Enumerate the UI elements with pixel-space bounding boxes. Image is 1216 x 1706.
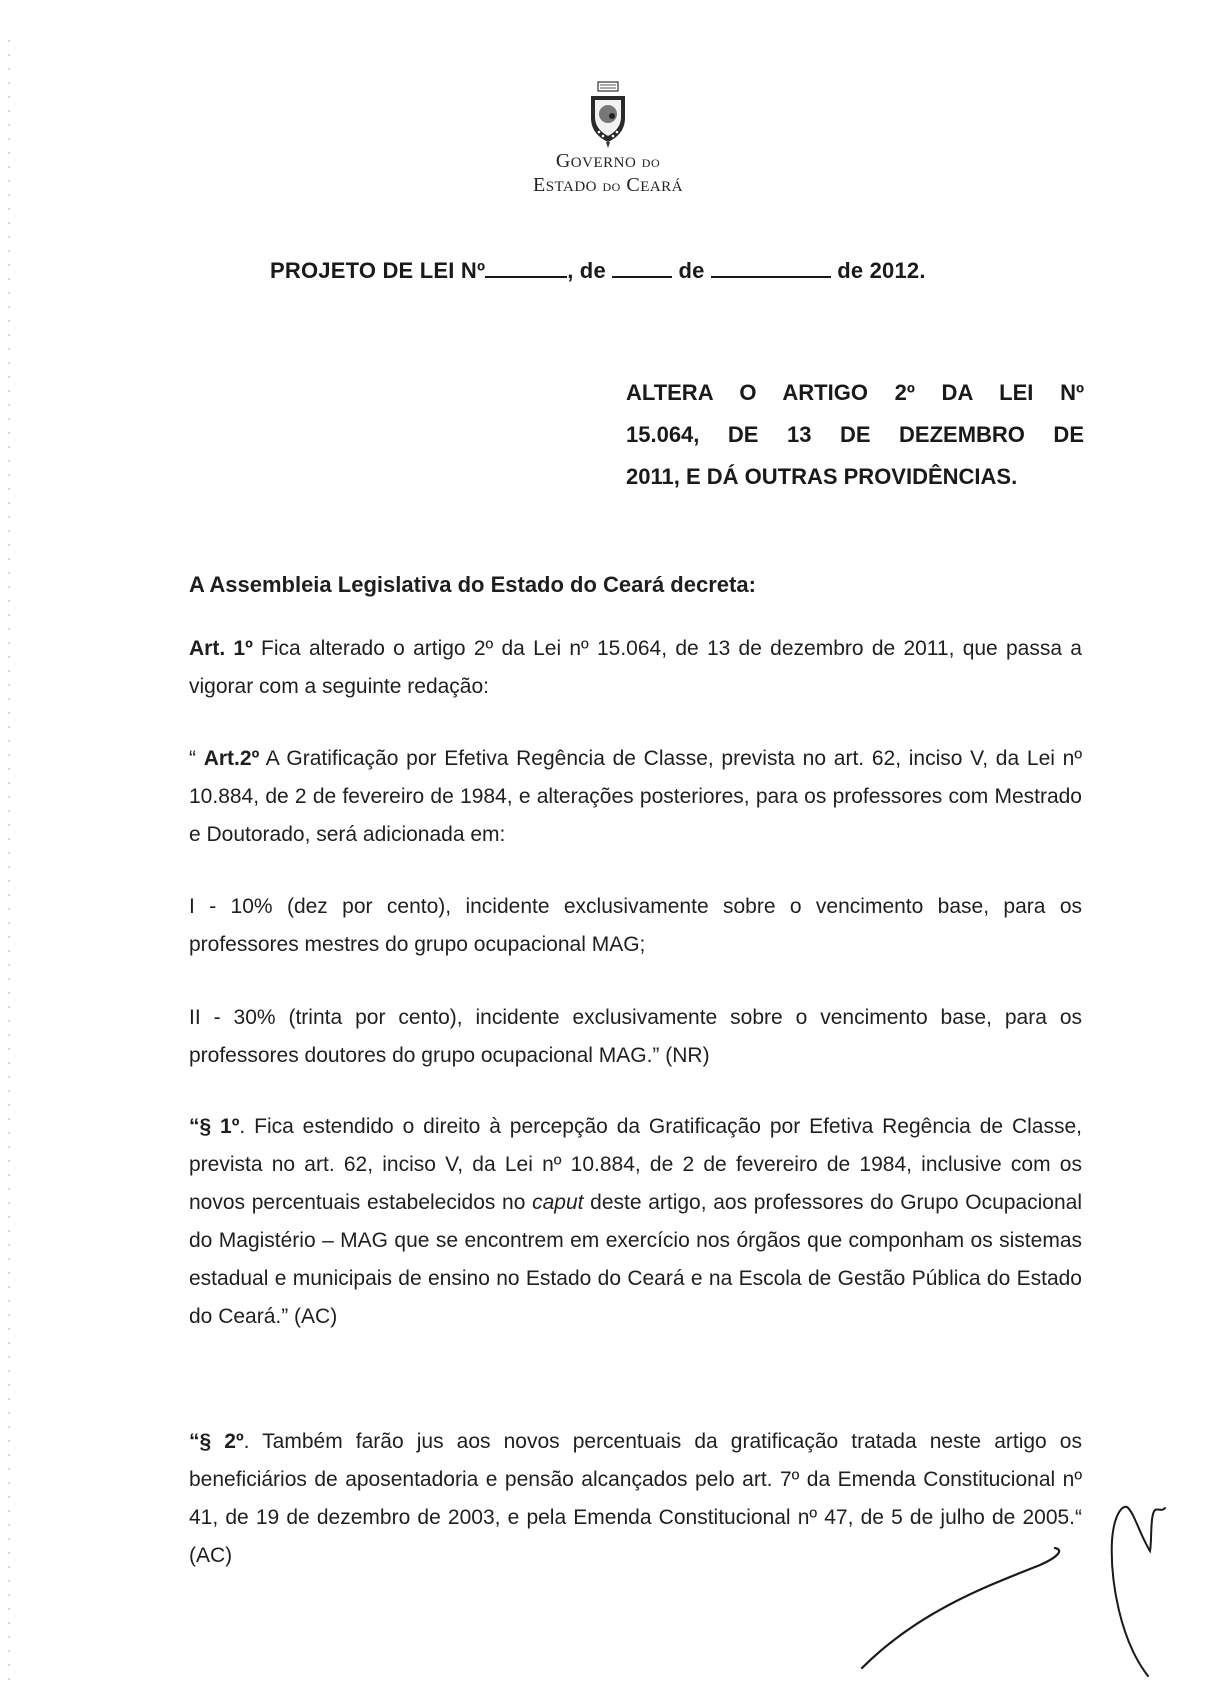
- article-2: [189, 740, 1082, 854]
- summary-line-1: ALTERA O ARTIGO 2º DA LEI Nº: [626, 380, 1084, 405]
- caput-term: caput: [532, 1191, 584, 1214]
- bill-summary: [626, 372, 1084, 498]
- scan-edge-marks: [8, 40, 10, 1680]
- enactment-clause: A Assembleia Legislativa do Estado do Ceará decreta:: [189, 572, 756, 597]
- month-blank: [711, 258, 831, 278]
- government-name-line1: GOVERNO DO: [555, 150, 661, 172]
- paragraph-2: [189, 1423, 1082, 1575]
- open-quote: “: [189, 747, 204, 770]
- article-1-label: Art. 1º: [189, 637, 253, 660]
- inciso-2-text: II - 30% (trinta por cento), incidente exclusivamente sobre o vencimento base, para os professores doutores do grupo ocupacional MAG.” (NR): [189, 1006, 1082, 1067]
- article-1-text: Fica alterado o artigo 2º da Lei nº 15.064, de 13 de dezembro de 2011, que passa a vigorar com a seguinte redação:: [189, 637, 1082, 698]
- paragraph-1: [189, 1108, 1082, 1336]
- handwritten-initials-icon: [1112, 1507, 1165, 1676]
- paragraph-2-label: “§ 2º: [189, 1430, 244, 1453]
- summary-line-2: 15.064, DE 13 DE DEZEMBRO DE: [626, 422, 1084, 447]
- paragraph-2-text: . Também farão jus aos novos percentuais da gratificação tratada neste artigo os beneficiários de aposentadoria e pensão alcançados pelo art. 7º da Emenda Constitucional nº 41, de 19 de dezembro de 2003, e pela Emenda Constitucional nº 47, de 5 de julho de 2005.“ (AC): [189, 1430, 1082, 1567]
- bill-number-blank: [485, 258, 567, 278]
- paragraph-1-label: “§ 1º: [189, 1115, 240, 1138]
- ceara-state-coat-of-arms-icon: [586, 80, 630, 150]
- inciso-1: [189, 888, 1082, 964]
- article-1: [189, 630, 1082, 706]
- day-blank: [612, 258, 672, 278]
- article-2-label: Art.2º: [203, 747, 260, 770]
- government-name-line2: ESTADO DO CEARÁ: [532, 174, 684, 196]
- inciso-1-text: I - 10% (dez por cento), incidente exclusivamente sobre o vencimento base, para os professores mestres do grupo ocupacional MAG;: [189, 895, 1082, 956]
- article-2-text: A Gratificação por Efetiva Regência de Classe, prevista no art. 62, inciso V, da Lei nº 10.884, de 2 de fevereiro de 1984, e alterações posteriores, para os professores com Mestrado e Doutorado, será adicionada em:: [189, 747, 1082, 846]
- bill-title: PROJETO DE LEI Nº , de de de 2012.: [270, 258, 926, 283]
- paragraph-1-text-cont: deste artigo, aos professores do Grupo Ocupacional do Magistério – MAG que se encontrem em exercício nos órgãos que componham os sistemas estadual e municipais de ensino no Estado do Ceará e na Escola de Gestão Pública do Estado do Ceará.” (AC): [189, 1191, 1082, 1328]
- letterhead: [0, 80, 1216, 198]
- paragraph-1-text: . Fica estendido o direito à percepção da Gratificação por Efetiva Regência de Classe, prevista no art. 62, inciso V, da Lei nº 10.884, de 2 de fevereiro de 1984, inclusive com os novos percentuais estabelecidos no: [189, 1115, 1082, 1214]
- summary-line-3: 2011, E DÁ OUTRAS PROVIDÊNCIAS.: [626, 464, 1018, 489]
- inciso-2: [189, 999, 1082, 1075]
